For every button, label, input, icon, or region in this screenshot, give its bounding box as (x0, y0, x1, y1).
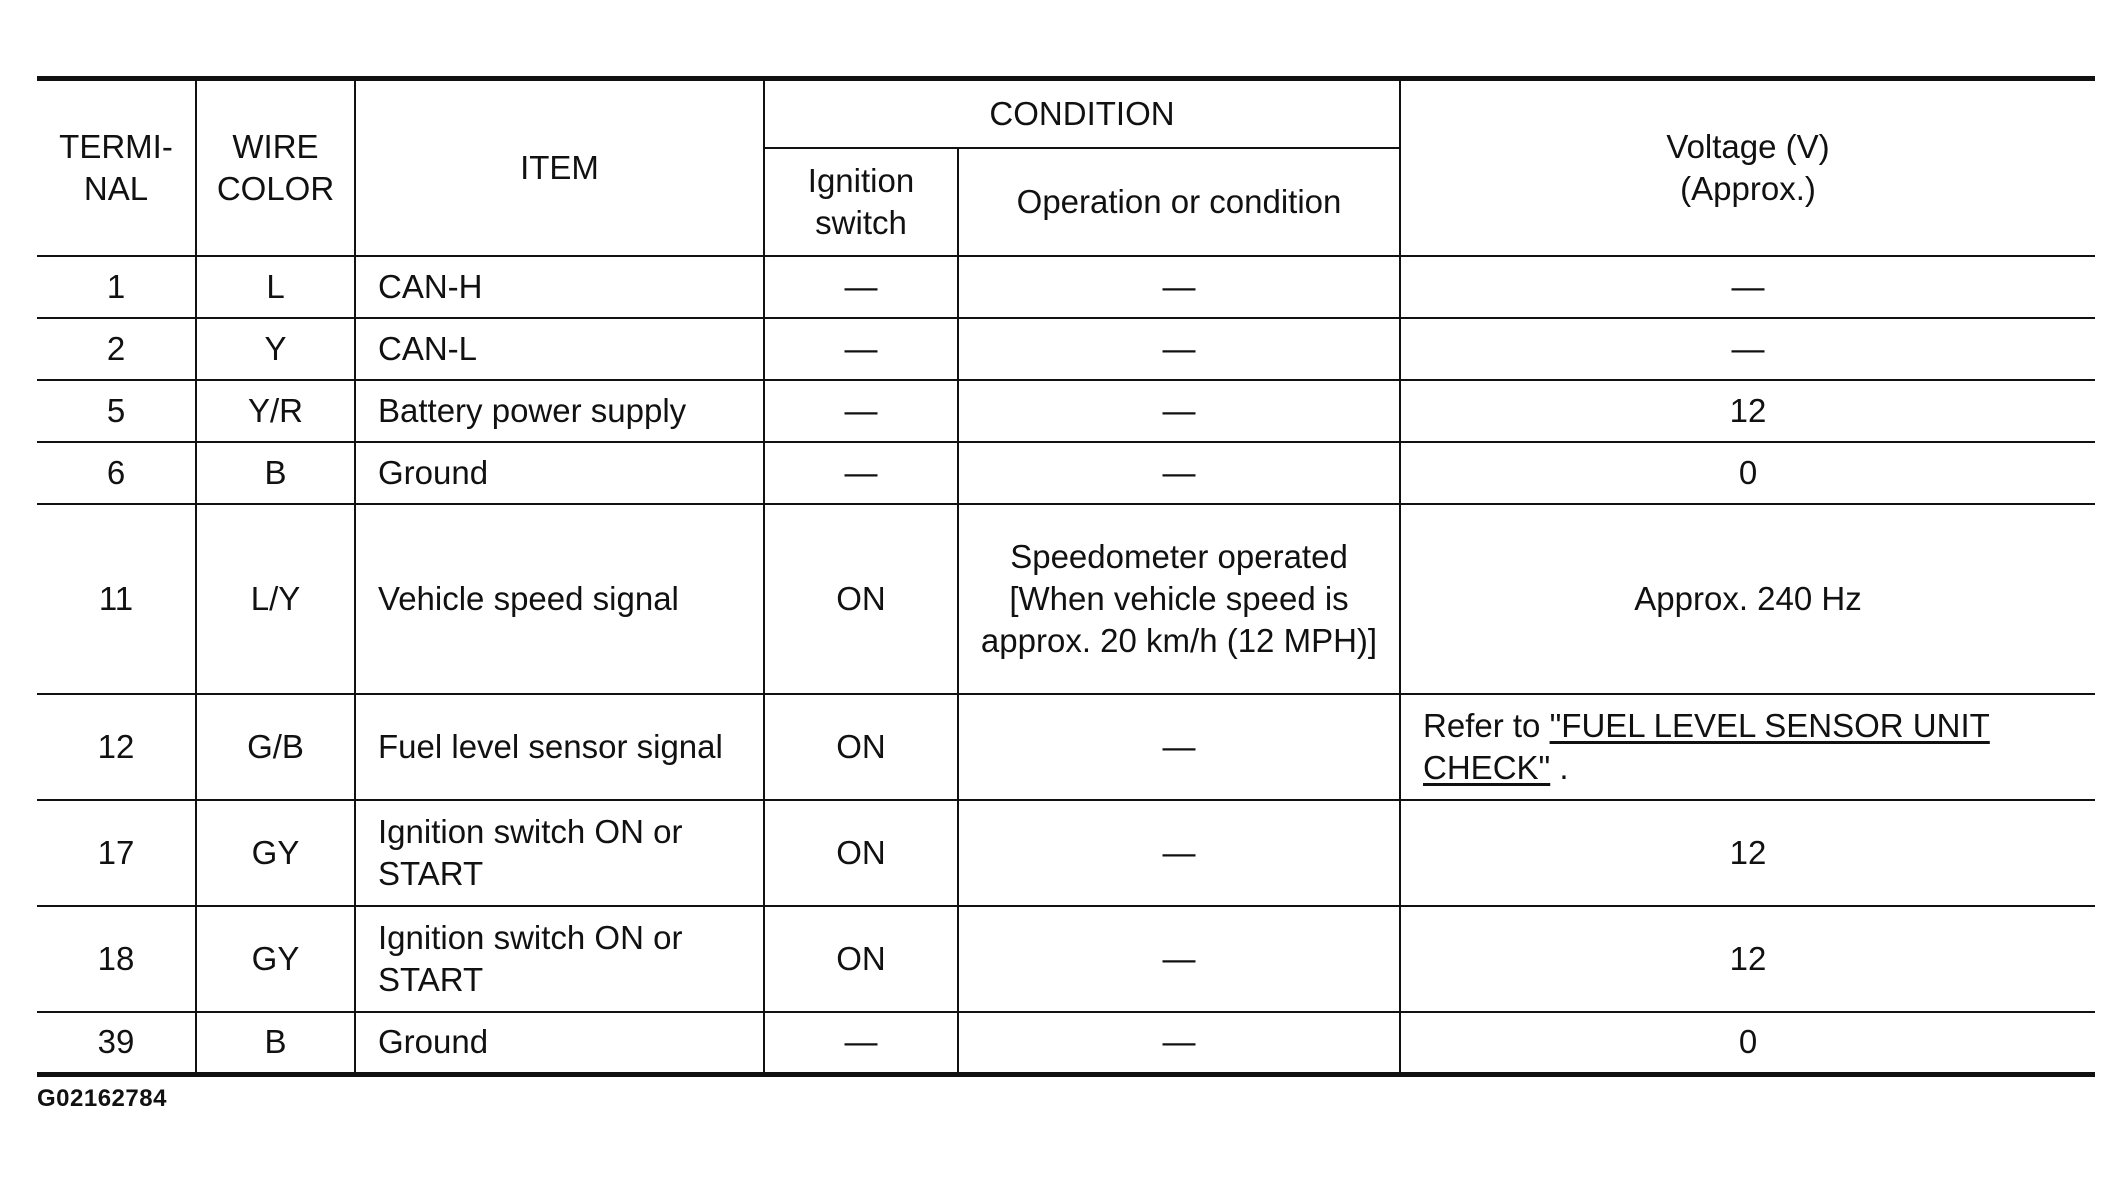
wire-color-cell: Y/R (196, 380, 355, 442)
ignition-cell: — (764, 318, 958, 380)
header-wire-color: WIRE COLOR (196, 79, 355, 257)
terminal-cell: 6 (37, 442, 196, 504)
ignition-cell: ON (764, 800, 958, 906)
figure-id: G02162784 (37, 1085, 167, 1112)
item-cell: CAN-H (355, 256, 764, 318)
item-cell: Ignition switch ON or START (355, 800, 764, 906)
item-cell: Ground (355, 442, 764, 504)
ignition-cell: ON (764, 906, 958, 1012)
fuel-level-sensor-check-link[interactable]: "FUEL LEVEL SENSOR UNIT CHECK" (1423, 706, 1990, 786)
operation-cell: — (958, 906, 1400, 1012)
terminal-cell: 17 (37, 800, 196, 906)
ignition-cell: ON (764, 694, 958, 800)
wire-color-cell: GY (196, 800, 355, 906)
item-cell: Ground (355, 1012, 764, 1074)
terminal-cell: 11 (37, 504, 196, 694)
terminal-cell: 2 (37, 318, 196, 380)
item-cell: CAN-L (355, 318, 764, 380)
operation-cell: Speedometer operated [When vehicle speed is approx. 20 km/h (12 MPH)] (958, 504, 1400, 694)
voltage-cell: — (1400, 318, 2095, 380)
terminal-cell: 18 (37, 906, 196, 1012)
voltage-cell: Approx. 240 Hz (1400, 504, 2095, 694)
voltage-cell: — (1400, 256, 2095, 318)
reference-prefix: Refer to (1423, 706, 1550, 744)
header-operation: Operation or condition (958, 148, 1400, 256)
header-voltage: Voltage (V) (Approx.) (1400, 79, 2095, 257)
table-row (37, 256, 2095, 318)
ignition-cell: — (764, 256, 958, 318)
header-terminal: TERMI- NAL (37, 79, 196, 257)
wire-color-cell: L/Y (196, 504, 355, 694)
table-row (37, 442, 2095, 504)
reference-suffix: . (1550, 749, 1569, 786)
item-cell: Ignition switch ON or START (355, 906, 764, 1012)
terminal-voltage-table (37, 76, 2095, 1077)
voltage-cell: 12 (1400, 800, 2095, 906)
operation-cell: — (958, 1012, 1400, 1074)
ignition-cell: — (764, 1012, 958, 1074)
operation-cell: — (958, 380, 1400, 442)
voltage-cell: 12 (1400, 380, 2095, 442)
header-condition: CONDITION (764, 79, 1400, 149)
header-ignition-switch: Ignition switch (764, 148, 958, 256)
terminal-cell: 5 (37, 380, 196, 442)
wire-color-cell: B (196, 442, 355, 504)
operation-cell: — (958, 694, 1400, 800)
table-row (37, 380, 2095, 442)
header-item: ITEM (355, 79, 764, 257)
item-cell: Vehicle speed signal (355, 504, 764, 694)
operation-cell: — (958, 318, 1400, 380)
wire-color-cell: Y (196, 318, 355, 380)
terminal-cell: 1 (37, 256, 196, 318)
voltage-reference-cell (1400, 694, 2095, 800)
table-row (37, 504, 2095, 694)
operation-cell: — (958, 442, 1400, 504)
terminal-reference-sheet (37, 76, 2095, 1077)
ignition-cell: — (764, 442, 958, 504)
terminal-cell: 39 (37, 1012, 196, 1074)
wire-color-cell: L (196, 256, 355, 318)
voltage-cell: 0 (1400, 442, 2095, 504)
terminal-cell: 12 (37, 694, 196, 800)
table-row (37, 694, 2095, 800)
operation-cell: — (958, 256, 1400, 318)
table-row (37, 1012, 2095, 1074)
voltage-cell: 0 (1400, 1012, 2095, 1074)
operation-cell: — (958, 800, 1400, 906)
item-cell: Fuel level sensor signal (355, 694, 764, 800)
ignition-cell: — (764, 380, 958, 442)
table-row (37, 800, 2095, 906)
wire-color-cell: G/B (196, 694, 355, 800)
ignition-cell: ON (764, 504, 958, 694)
voltage-cell: 12 (1400, 906, 2095, 1012)
wire-color-cell: GY (196, 906, 355, 1012)
wire-color-cell: B (196, 1012, 355, 1074)
table-row (37, 906, 2095, 1012)
item-cell: Battery power supply (355, 380, 764, 442)
table-row (37, 318, 2095, 380)
